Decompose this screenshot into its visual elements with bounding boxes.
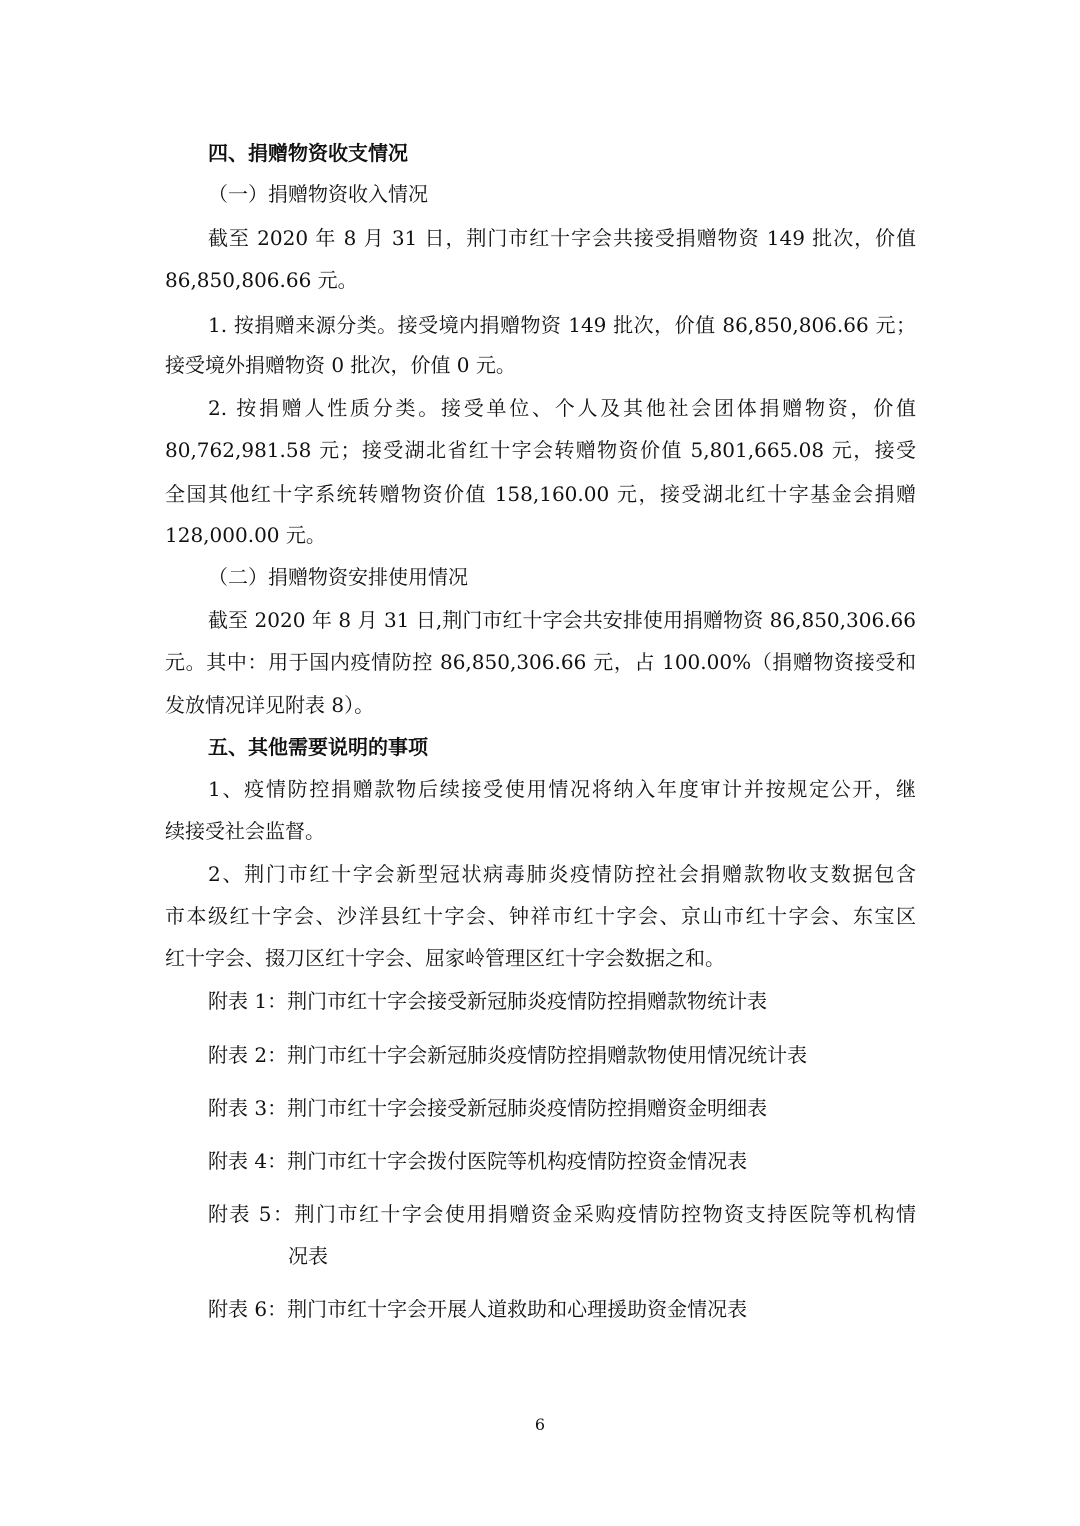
sec5-item1-line1: 1、疫情防控捐赠款物后续接受使用情况将纳入年度审计并按规定公开，继 (208, 777, 916, 801)
sub1-p3-line2: 80,762,981.58 元；接受湖北省红十字会转赠物资价值 5,801,665.08 元，接受 (165, 438, 916, 462)
sub1-p2-line1: 1. 按捐赠来源分类。接受境内捐赠物资 149 批次，价值 86,850,806.66 元； (208, 313, 916, 337)
section4-heading: 四、捐赠物资收支情况 (208, 141, 408, 165)
sec5-item2-line3: 红十字会、掇刀区红十字会、屈家岭管理区红十字会数据之和。 (165, 946, 725, 970)
attachment-3: 附表 3：荆门市红十字会接受新冠肺炎疫情防控捐赠资金明细表 (208, 1096, 768, 1120)
sec5-item1-line2: 续接受社会监督。 (165, 819, 325, 843)
attachment-5-line2: 况表 (288, 1244, 328, 1268)
sub2-p1-line1: 截至 2020 年 8 月 31 日,荆门市红十字会共安排使用捐赠物资 86,850,306.66 (208, 608, 916, 632)
sub2-p1-line3: 发放情况详见附表 8）。 (165, 693, 375, 717)
sec5-item2-line1: 2、荆门市红十字会新型冠状病毒肺炎疫情防控社会捐赠款物收支数据包含 (208, 862, 916, 886)
attachment-4: 附表 4：荆门市红十字会拨付医院等机构疫情防控资金情况表 (208, 1149, 748, 1173)
sub1-p1-line2: 86,850,806.66 元。 (165, 268, 358, 292)
sub1-p1-line1: 截至 2020 年 8 月 31 日，荆门市红十字会共接受捐赠物资 149 批次，价值 (208, 226, 916, 250)
sub1-p3-line3: 全国其他红十字系统转赠物资价值 158,160.00 元，接受湖北红十字基金会捐赠 (165, 482, 916, 506)
attachment-2: 附表 2：荆门市红十字会新冠肺炎疫情防控捐赠款物使用情况统计表 (208, 1043, 808, 1067)
section5-heading: 五、其他需要说明的事项 (208, 735, 428, 759)
page-number: 6 (534, 1415, 546, 1434)
sub2-heading: （二）捐赠物资安排使用情况 (208, 565, 468, 589)
sub1-p3-line1: 2. 按捐赠人性质分类。接受单位、个人及其他社会团体捐赠物资，价值 (208, 396, 916, 420)
sub1-p2-line2: 接受境外捐赠物资 0 批次，价值 0 元。 (165, 353, 516, 377)
sub2-p1-line2: 元。其中：用于国内疫情防控 86,850,306.66 元，占 100.00%（捐赠物资接受和 (165, 650, 916, 674)
attachment-1: 附表 1：荆门市红十字会接受新冠肺炎疫情防控捐赠款物统计表 (208, 989, 768, 1013)
sub1-p3-line4: 128,000.00 元。 (165, 523, 326, 547)
sub1-heading: （一）捐赠物资收入情况 (208, 182, 428, 206)
attachment-6: 附表 6：荆门市红十字会开展人道救助和心理援助资金情况表 (208, 1297, 748, 1321)
sec5-item2-line2: 市本级红十字会、沙洋县红十字会、钟祥市红十字会、京山市红十字会、东宝区 (165, 904, 916, 928)
attachment-5-line1: 附表 5：荆门市红十字会使用捐赠资金采购疫情防控物资支持医院等机构情 (208, 1202, 916, 1226)
